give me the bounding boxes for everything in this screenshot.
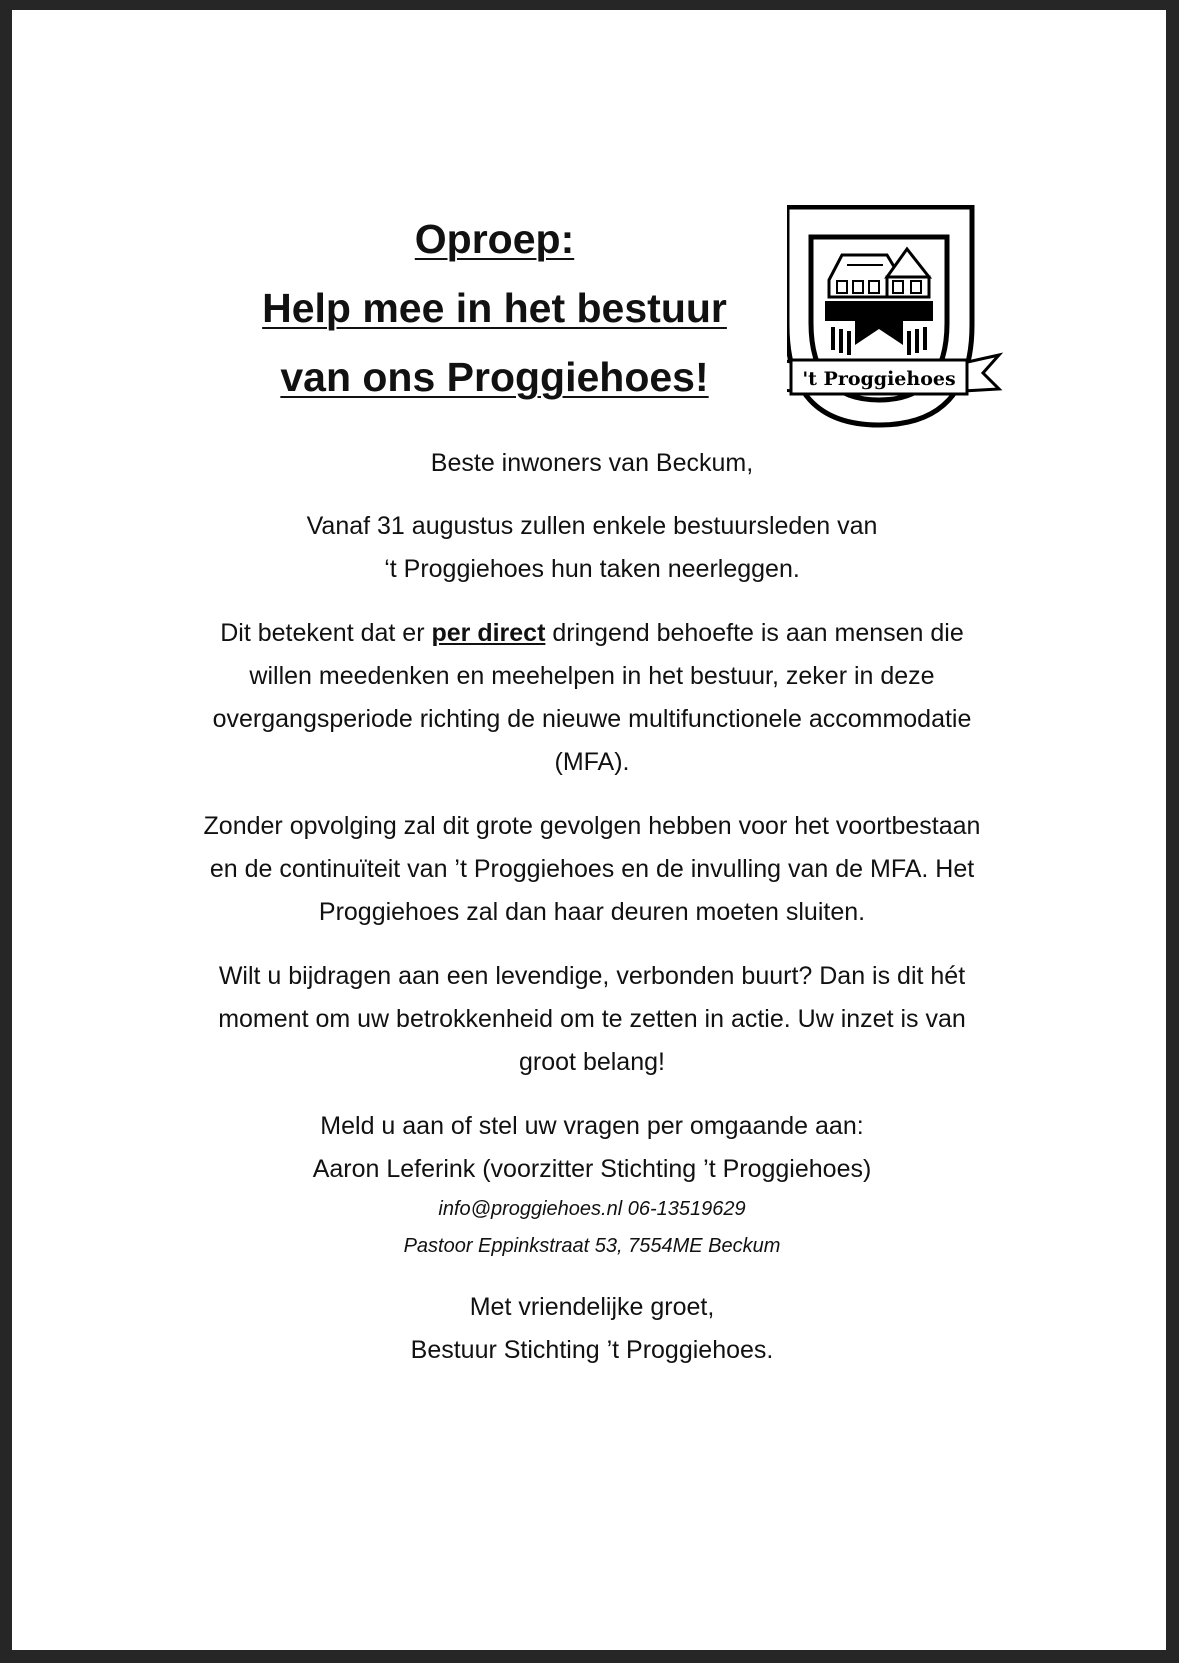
paragraph-2 — [192, 612, 992, 784]
closing-line-1: Met vriendelijke groet, — [469, 1293, 715, 1321]
page-title — [172, 205, 817, 412]
paragraph-1 — [192, 505, 992, 591]
contact-address: Pastoor Eppinkstraat 53, 7554ME Beckum — [403, 1235, 781, 1257]
closing-line-2: Bestuur Stichting ’t Proggiehoes. — [410, 1336, 774, 1364]
closing — [192, 1286, 992, 1372]
paragraph-2-start: Dit betekent dat er — [220, 619, 432, 647]
paragraph-1-line-1: Vanaf 31 augustus zullen enkele bestuursleden van — [306, 512, 878, 540]
letter-body — [192, 442, 992, 1393]
paragraph-3: Zonder opvolging zal dit grote gevolgen hebben voor het voortbestaan en de continuïteit van ’t Proggiehoes en de invulling van de MFA. Het Proggiehoes zal dan haar deuren moeten sluiten. — [203, 812, 981, 926]
contact-name: Aaron Leferink (voorzitter Stichting ’t Proggiehoes) — [312, 1155, 872, 1183]
paragraph-1-line-2: ‘t Proggiehoes hun taken neerleggen. — [384, 555, 800, 583]
title-line-1: Oproep: — [414, 216, 575, 262]
house-crest-icon — [787, 205, 1057, 455]
greeting: Beste inwoners van Beckum, — [430, 449, 754, 477]
flyer-page — [12, 10, 1166, 1650]
contact-intro: Meld u aan of stel uw vragen per omgaande aan: — [320, 1112, 864, 1140]
contact-email-phone: info@proggiehoes.nl 06-13519629 — [438, 1198, 746, 1220]
paragraph-4: Wilt u bijdragen aan een levendige, verbonden buurt? Dan is dit hét moment om uw betrokkenheid om te zetten in actie. Uw inzet is van groot belang! — [218, 962, 966, 1076]
emphasis-per-direct: per direct — [431, 619, 546, 647]
paragraph-2-end: dringend behoefte is aan mensen die willen meedenken en meehelpen in het bestuur, zeker in deze overgangsperiode richting de nieuwe multifunctionele accommodatie (MFA). — [212, 619, 972, 776]
logo-banner-text: 't Proggiehoes — [802, 368, 956, 390]
contact-block — [192, 1105, 992, 1265]
title-line-2: Help mee in het bestuur — [262, 285, 727, 331]
title-line-3: van ons Proggiehoes! — [280, 354, 709, 400]
